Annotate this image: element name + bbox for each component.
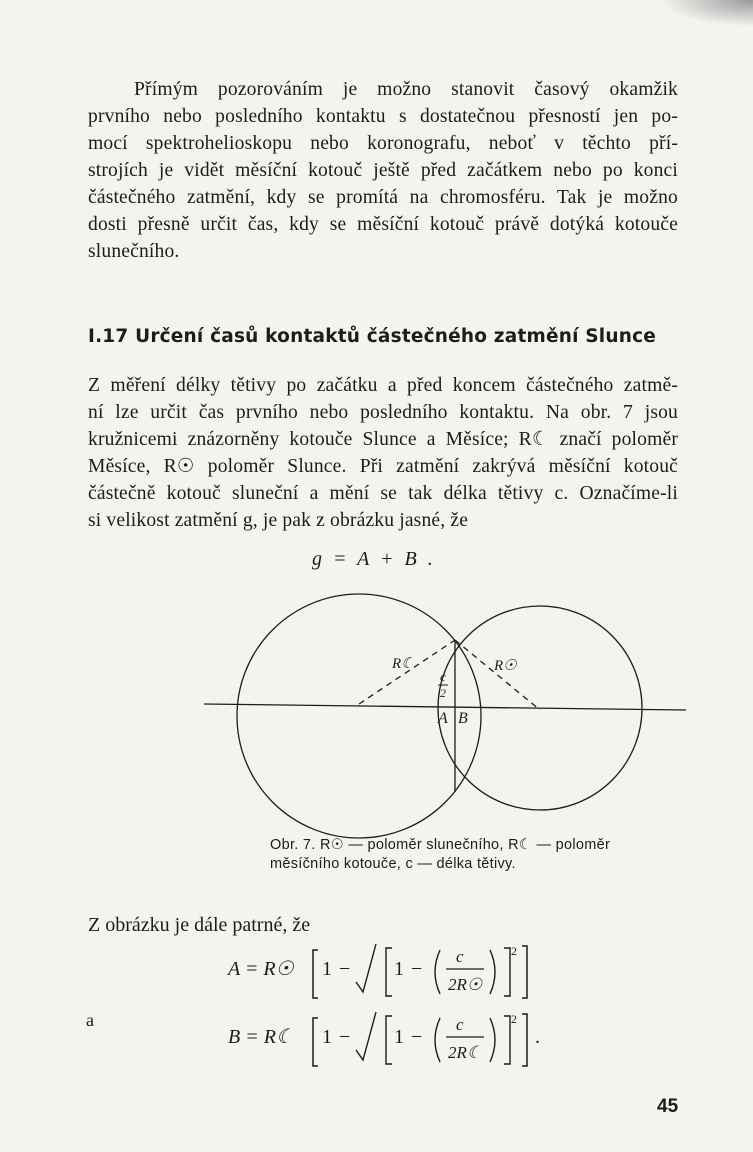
formula-b-denominator: 2R☾	[448, 1043, 483, 1062]
formula-b-minus-inner: −	[411, 1026, 423, 1048]
formula-a-c: c	[456, 947, 464, 966]
label-r-moon: R☾	[392, 656, 415, 672]
text-line: dosti přesně určit čas, kdy se měsíční kotouč právě dotýká kotouče	[88, 214, 678, 235]
label-c: c	[440, 669, 446, 684]
text-line: ní lze určit čas prvního nebo posledního kontaktu. Na obr. 7 jsou	[88, 402, 678, 423]
bracket-right-outer	[522, 1014, 527, 1066]
label-b: B	[458, 710, 468, 727]
label-2: 2	[440, 686, 446, 700]
label-a: A	[438, 710, 448, 727]
bracket-left-outer	[313, 1018, 318, 1066]
formula-a-minus-inner: −	[411, 958, 423, 980]
formula-a-one-inner: 1	[394, 958, 404, 980]
formula-b-period: .	[535, 1026, 540, 1048]
formula-a-exponent: 2	[511, 944, 517, 958]
text-line: strojích je vidět měsíční kotouč ještě před začátkem nebo po konci	[88, 160, 678, 181]
formula-b-minus: −	[339, 1026, 351, 1048]
text-line: Z měření délky tětivy po začátku a před koncem částečného zatmě-	[88, 375, 678, 396]
formula-b-one: 1	[322, 1026, 332, 1048]
text-line: částečně kotouč sluneční a mění se tak délka tětivy c. Označíme-li	[88, 483, 678, 504]
intro-sentence: Z obrázku je dále patrné, že	[88, 914, 311, 936]
formula-a-denominator: 2R☉	[448, 975, 483, 994]
paren-left	[435, 1018, 440, 1062]
sqrt-sign	[356, 1012, 376, 1060]
bracket-right-inner	[504, 1016, 510, 1064]
section-heading: I.17 Určení časů kontaktů částečného zatmění Slunce	[88, 326, 657, 347]
label-r-sun: R☉	[494, 658, 517, 674]
caption-line: Obr. 7. R☉ — poloměr slunečního, R☾ — poloměr	[270, 837, 611, 853]
formula-a-one: 1	[322, 958, 332, 980]
conjunction-and: a	[86, 1010, 94, 1030]
caption-line: měsíčního kotouče, c — délka tětivy.	[270, 856, 516, 872]
formula-b-c: c	[456, 1015, 464, 1034]
formula-a-minus: −	[339, 958, 351, 980]
formula-g-equals-a-plus-b: g = A + B .	[312, 548, 436, 570]
text-line: si velikost zatmění g, je pak z obrázku jasné, že	[88, 510, 469, 531]
text-line: částečného zatmění, kdy se promítá na chromosféru. Tak je možno	[88, 187, 678, 208]
text-line: mocí spektrohelioskopu nebo koronografu, neboť v těchto pří-	[88, 133, 678, 154]
text-line: Přímým pozorováním je možno stanovit časový okamžik	[134, 79, 678, 100]
formula-b-one-inner: 1	[394, 1026, 404, 1048]
formula-a-lhs: A = R☉	[228, 958, 294, 980]
page-number: 45	[657, 1096, 679, 1117]
text-line: slunečního.	[88, 241, 180, 262]
text-line: kružnicemi znázorněny kotouče Slunce a Měsíce; R☾ značí poloměr	[88, 429, 678, 450]
text-line: Měsíce, R☉ poloměr Slunce. Při zatmění zakrývá měsíční kotouč	[88, 456, 678, 477]
formula-b-lhs: B = R☾	[228, 1026, 294, 1048]
text-line: prvního nebo posledního kontaktu s dostatečnou přesností jen po-	[88, 106, 678, 127]
bracket-left-inner	[386, 1016, 392, 1064]
paren-right	[490, 1018, 495, 1062]
formula-b-exponent: 2	[511, 1012, 517, 1026]
